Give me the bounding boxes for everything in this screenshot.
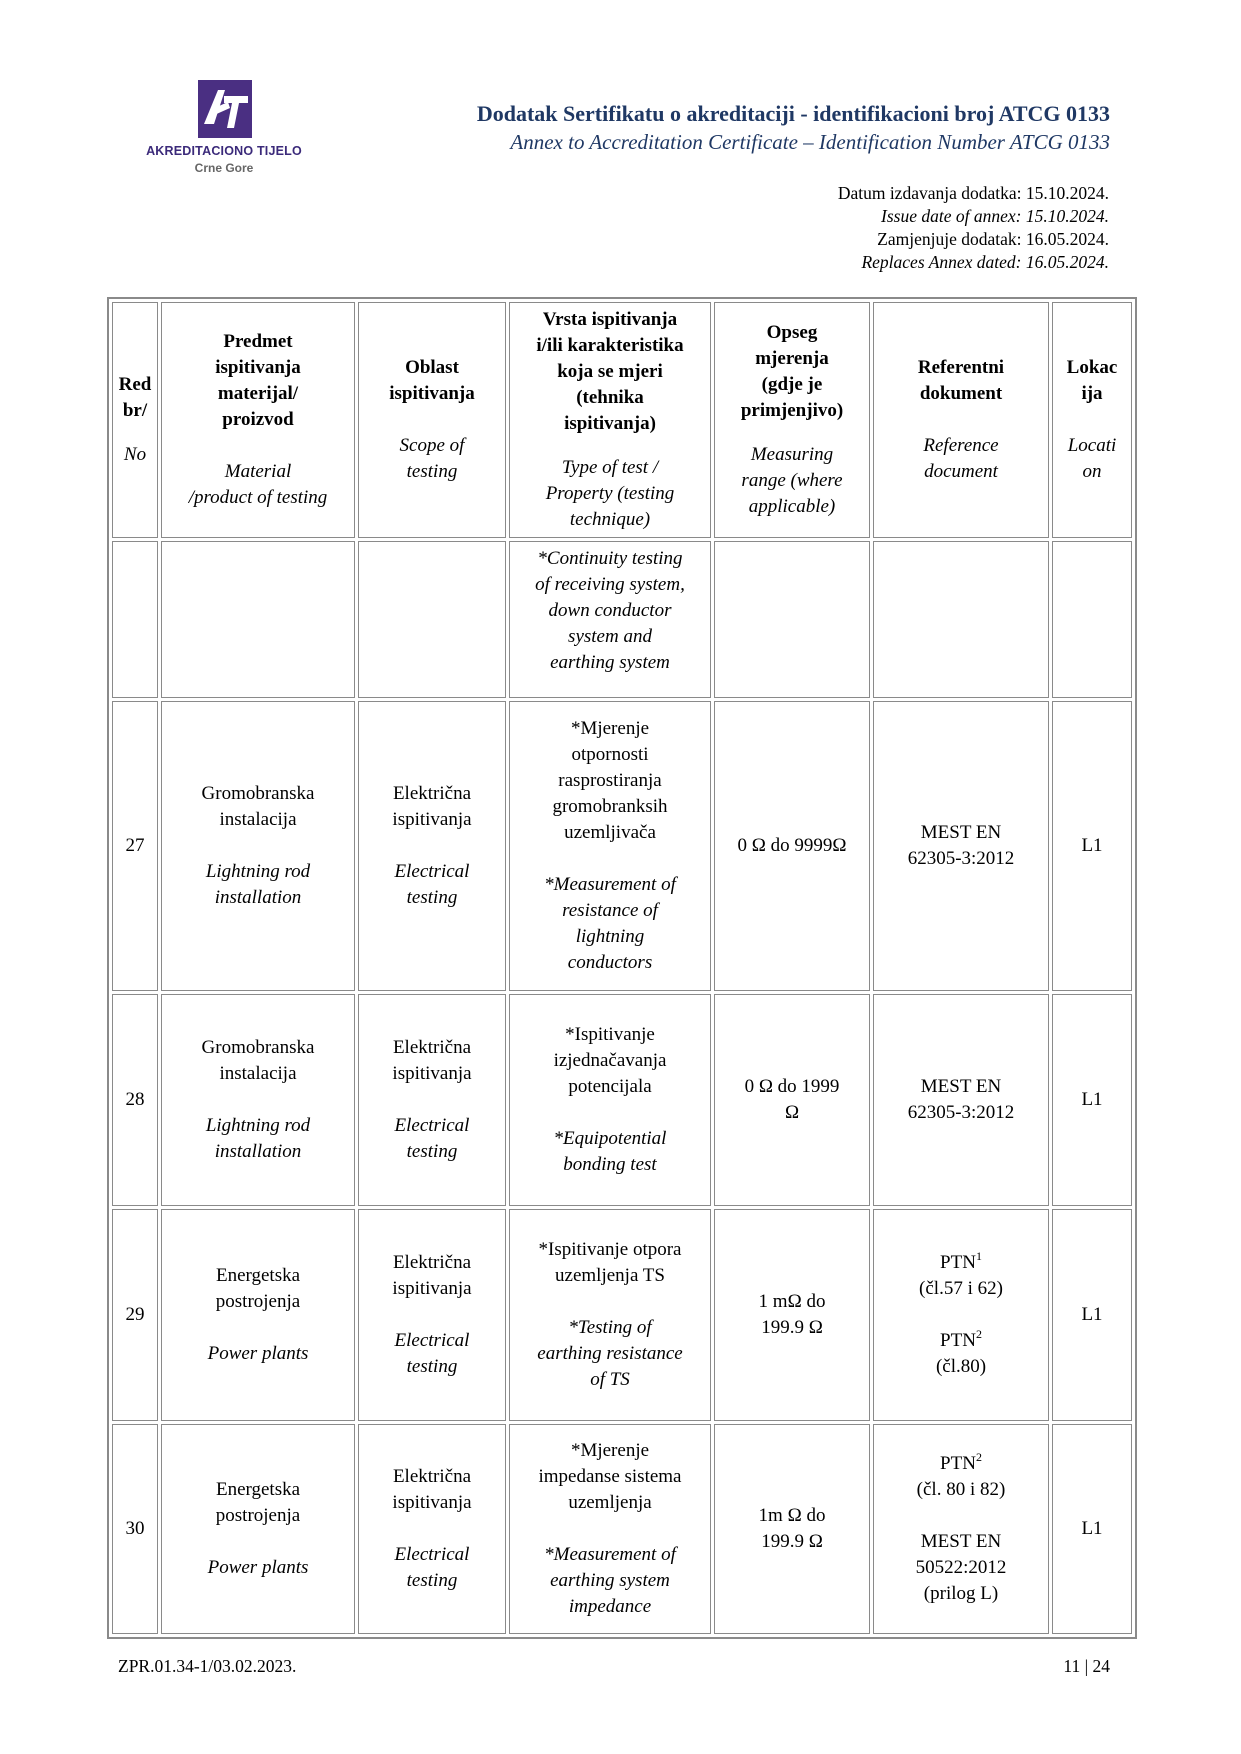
cell-material: Energetska postrojenja Power plants	[161, 1424, 355, 1634]
cell-scope: Električna ispitivanja Electrical testing	[358, 1209, 506, 1421]
cell-empty	[161, 541, 355, 698]
header-material: Predmet ispitivanja materijal/ proizvod Material /product of testing	[161, 302, 355, 538]
accreditation-scope-table	[107, 297, 1137, 1639]
cell-empty	[358, 541, 506, 698]
cell-test-type: *Mjerenje impedanse sistema uzemljenja *Measurement of earthing system impedance	[509, 1424, 711, 1634]
header-no: Red br/ No	[112, 302, 158, 538]
cell-scope: Električna ispitivanja Electrical testing	[358, 701, 506, 991]
cell-reference: MEST EN 62305-3:2012	[873, 994, 1049, 1206]
cell-empty	[873, 541, 1049, 698]
replaces-date: Zamjenjuje dodatak: 16.05.2024.	[877, 229, 1109, 249]
cell-no: 28	[112, 994, 158, 1206]
cell-no: 30	[112, 1424, 158, 1634]
cell-test-type: *Mjerenje otpornosti rasprostiranja gromobranksih uzemljivača *Measurement of resistance of lightning conductors	[509, 701, 711, 991]
cell-no: 27	[112, 701, 158, 991]
cell-range: 1 mΩ do 199.9 Ω	[714, 1209, 870, 1421]
cell-scope: Električna ispitivanja Electrical testing	[358, 1424, 506, 1634]
table-row-continuation	[112, 541, 1132, 698]
document-title: Dodatak Sertifikatu o akreditaciji - identifikacioni broj ATCG 0133	[476, 101, 1110, 126]
cell-reference: MEST EN 62305-3:2012	[873, 701, 1049, 991]
cell-range: 0 Ω do 9999Ω	[714, 701, 870, 991]
annex-dates	[838, 182, 1109, 274]
cell-test-type: *Ispitivanje otpora uzemljenja TS *Testing of earthing resistance of TS	[509, 1209, 711, 1421]
logo-mark-icon	[198, 80, 252, 138]
cell-range: 0 Ω do 1999 Ω	[714, 994, 870, 1206]
logo-subtitle: Crne Gore	[194, 161, 254, 175]
header-scope: Oblast ispitivanja Scope of testing	[358, 302, 506, 538]
cell-material: Gromobranska instalacija Lightning rod installation	[161, 994, 355, 1206]
cell-location: L1	[1052, 1424, 1132, 1634]
table-row	[112, 994, 1132, 1206]
cell-reference: PTN$^2$ (čl. 80 i 82) MEST EN 50522:2012 (prilog L)	[873, 1424, 1049, 1634]
cell-empty	[1052, 541, 1132, 698]
cell-location: L1	[1052, 1209, 1132, 1421]
cell-material: Energetska postrojenja Power plants	[161, 1209, 355, 1421]
cell-location: L1	[1052, 994, 1132, 1206]
document-code: ZPR.01.34-1/03.02.2023.	[118, 1656, 297, 1676]
cell-test-type: *Continuity testing of receiving system, down conductor system and earthing system	[509, 541, 711, 698]
issue-date-en: Issue date of annex: 15.10.2024.	[881, 206, 1109, 226]
issue-date: Datum izdavanja dodatka: 15.10.2024.	[837, 183, 1109, 203]
table-row	[112, 1209, 1132, 1421]
cell-reference: PTN$^1$ (čl.57 i 62) PTN$^2$ (čl.80)	[873, 1209, 1049, 1421]
logo-name: AKREDITACIONO TIJELO	[146, 144, 302, 158]
table-row	[112, 701, 1132, 991]
cell-location: L1	[1052, 701, 1132, 991]
cell-no: 29	[112, 1209, 158, 1421]
header-reference: Referentni dokument Reference document	[873, 302, 1049, 538]
accreditation-body-logo	[124, 78, 324, 178]
table-row	[112, 1424, 1132, 1634]
replaces-date-en: Replaces Annex dated: 16.05.2024.	[861, 252, 1109, 272]
cell-test-type: *Ispitivanje izjednačavanja potencijala *Equipotential bonding test	[509, 994, 711, 1206]
cell-scope: Električna ispitivanja Electrical testing	[358, 994, 506, 1206]
header-range: Opseg mjerenja (gdje je primjenjivo) Measuring range (where applicable)	[714, 302, 870, 538]
cell-range: 1m Ω do 199.9 Ω	[714, 1424, 870, 1634]
header-row	[112, 302, 1132, 538]
page-number: 11 | 24	[1063, 1656, 1110, 1676]
cell-empty	[112, 541, 158, 698]
header-location: Lokac ija Locati on	[1052, 302, 1132, 538]
cell-material: Gromobranska instalacija Lightning rod installation	[161, 701, 355, 991]
document-subtitle: Annex to Accreditation Certificate – Identification Number ATCG 0133	[510, 130, 1110, 154]
header-test-type: Vrsta ispitivanja i/ili karakteristika koja se mjeri (tehnika ispitivanja) Type of test / Property (testing technique)	[509, 302, 711, 538]
cell-empty	[714, 541, 870, 698]
